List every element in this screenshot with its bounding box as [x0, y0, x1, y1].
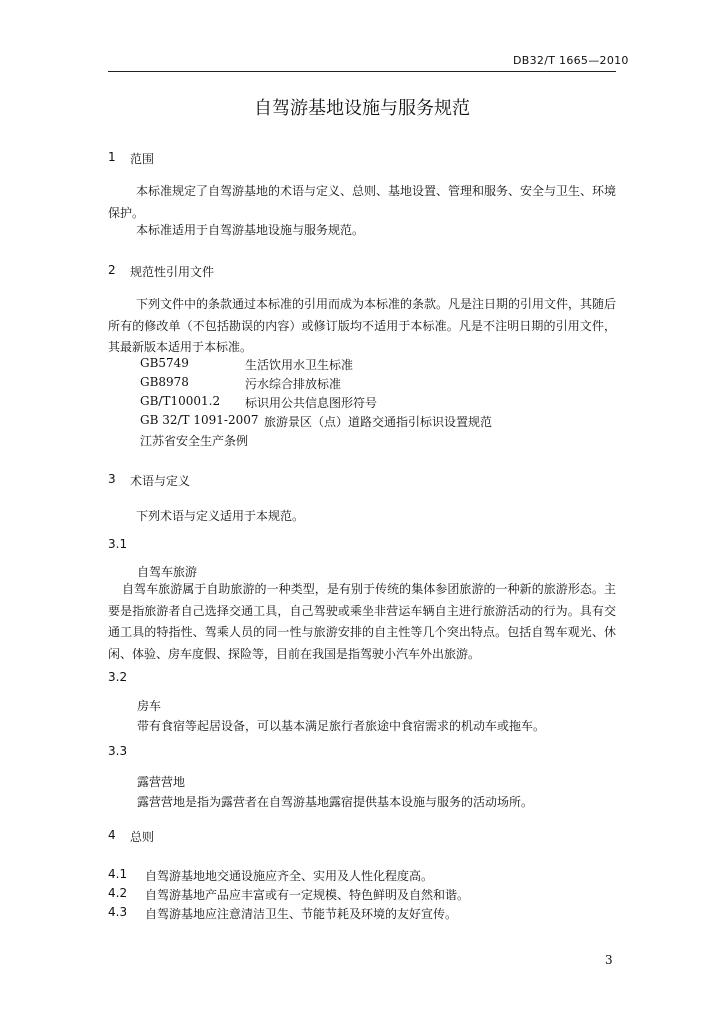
term-definition: 自驾车旅游属于自助旅游的一种类型，是有别于传统的集体参团旅游的一种新的旅游形态。主要是指旅游者自己选择交通工具，自己驾驶或乘坐非营运车辆自主进行旅游活动的行为。具有交通工具的特指性、驾乘人员的同一性与旅游安排的自主性等几个突出特点。包括自驾车观光、休闲、体验、房车度假、探险等，目前在我国是指驾驶小汽车外出旅游。	[108, 582, 616, 661]
clause-number: 4.2	[108, 886, 128, 900]
page-number: 3	[605, 953, 613, 967]
clause-text: 自驾游基地地交通设施应齐全、实用及人性化程度高。	[145, 869, 434, 883]
reference-code: GB8978	[140, 375, 189, 389]
reference-extra: 江苏省安全生产条例	[140, 434, 249, 448]
standard-code: DB32/T 1665—2010	[513, 54, 629, 67]
reference-title: 标识用公共信息图形符号	[245, 396, 378, 410]
reference-code: GB5749	[140, 356, 189, 370]
clause-number: 4.1	[108, 867, 128, 881]
header-rule	[108, 71, 616, 72]
reference-code: GB 32/T 1091-2007	[140, 413, 259, 427]
term-definition: 露营营地是指为露营者在自驾游基地露宿提供基本设施与服务的活动场所。	[137, 795, 534, 809]
document-title: 自驾游基地设施与服务规范	[254, 98, 470, 119]
section-4-heading: 总则	[130, 830, 155, 844]
section-2-intro: 下列文件中的条款通过本标准的引用而成为本标准的条款。凡是注日期的引用文件，其随后所有的修改单（不包括勘误的内容）或修订版均不适用于本标准。凡是不注明日期的引用文件，其最新版本适用于本标准。	[108, 297, 617, 354]
clause-text: 自驾游基地应注意清洁卫生、节能节耗及环境的友好宣传。	[145, 907, 458, 921]
section-1-paragraph: 本标准适用于自驾游基地设施与服务规范。	[136, 223, 365, 237]
section-3-heading: 术语与定义	[130, 474, 191, 488]
section-1-heading: 范围	[130, 152, 155, 166]
clause-number: 4.3	[108, 905, 128, 919]
section-4-number: 4	[108, 828, 116, 842]
reference-code: GB/T10001.2	[140, 394, 221, 408]
section-3-number: 3	[108, 472, 116, 486]
clause-number: 3.3	[108, 744, 128, 758]
term-heading: 露营营地	[137, 775, 186, 789]
reference-title: 生活饮用水卫生标准	[245, 358, 354, 372]
term-heading: 自驾车旅游	[137, 565, 198, 579]
clause-number: 3.1	[108, 537, 128, 551]
term-heading: 房车	[137, 699, 162, 713]
term-definition: 带有食宿等起居设备，可以基本满足旅行者旅途中食宿需求的机动车或拖车。	[137, 719, 546, 733]
section-1-number: 1	[108, 150, 116, 164]
section-3-intro: 下列术语与定义适用于本规范。	[136, 509, 305, 523]
reference-title: 旅游景区（点）道路交通指引标识设置规范	[264, 415, 493, 429]
clause-text: 自驾游基地产品应丰富或有一定规模、特色鲜明及自然和谐。	[145, 888, 470, 902]
section-2-heading: 规范性引用文件	[130, 265, 215, 279]
clause-number: 3.2	[108, 670, 128, 684]
section-2-number: 2	[108, 263, 116, 277]
section-1-paragraph: 本标准规定了自驾游基地的术语与定义、总则、基地设置、管理和服务、安全与卫生、环境保护。	[108, 184, 617, 220]
reference-title: 污水综合排放标准	[245, 377, 342, 391]
